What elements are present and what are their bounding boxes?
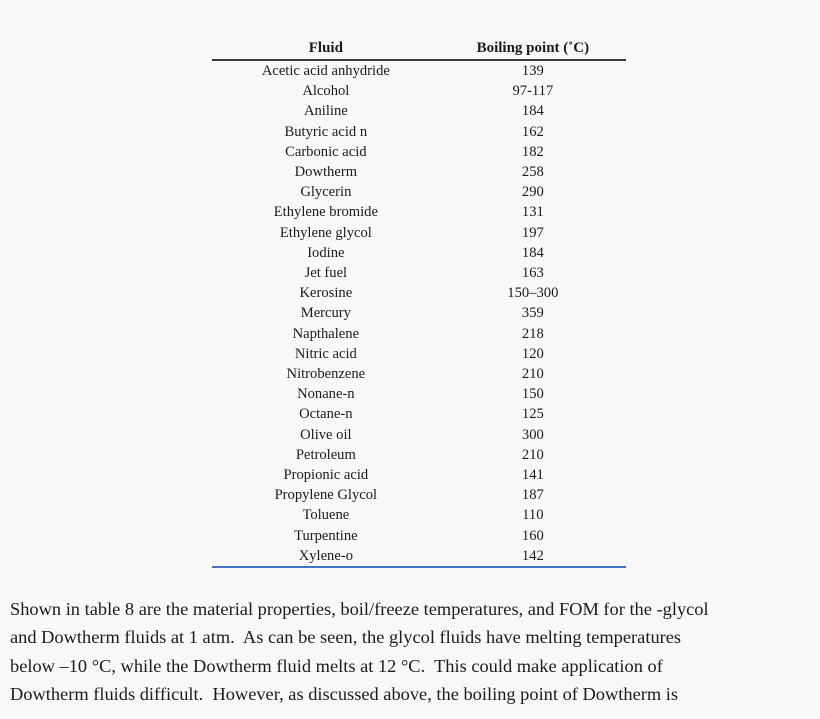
table-row [212,303,626,323]
boiling-point-cell: 160 [521,527,544,544]
fluid-cell: Napthalene [292,325,360,342]
table-row [212,546,626,567]
table-row [212,364,626,384]
fluid-cell: Kerosine [299,285,353,302]
paragraph-line: below –10 °C, while the Dowtherm fluid melts at 12 °C. This could make application of [10,655,663,676]
fluid-cell: Toluene [302,507,350,524]
boiling-point-cell: 218 [521,325,544,342]
table-row [212,404,626,424]
boiling-point-table [212,40,626,568]
boiling-point-cell: 150 [521,386,544,403]
column-header-boiling-point: Boiling point (˚C) [440,40,626,60]
table-row [212,283,626,303]
boiling-point-cell: 359 [521,305,544,322]
fluid-cell: Ethylene bromide [273,204,378,221]
fluid-cell: Nonane-n [297,386,355,403]
table-row [212,263,626,283]
table-row [212,384,626,404]
boiling-point-cell: 258 [521,164,544,181]
boiling-point-cell: 97-117 [512,83,554,100]
boiling-point-cell: 110 [522,507,544,524]
fluid-cell: Glycerin [300,184,352,201]
boiling-point-cell: 125 [521,406,544,423]
table-body [212,60,626,567]
fluid-cell: Nitric acid [294,345,357,362]
fluid-cell: Octane-n [299,406,353,423]
boiling-point-cell: 142 [521,547,544,564]
body-paragraph [10,595,816,709]
boiling-point-cell: 150–300 [507,285,559,302]
fluid-cell: Turpentine [294,527,358,544]
column-header-fluid: Fluid [212,40,440,60]
paragraph-line: Shown in table 8 are the material properties, boil/freeze temperatures, and FOM for the -glycol [10,599,709,619]
boiling-point-cell: 120 [521,345,544,362]
fluid-cell: Ethylene glycol [279,224,372,241]
table-row [212,142,626,162]
table-row [212,60,626,81]
boiling-point-cell: 210 [521,446,544,463]
fluid-cell: Petroleum [295,446,356,463]
table-row [212,101,626,121]
boiling-point-cell: 290 [521,184,544,201]
fluid-cell: Alcohol [302,83,350,100]
table-row [212,202,626,222]
fluid-cell: Propylene Glycol [274,487,378,504]
table-row [212,505,626,525]
table-row [212,182,626,202]
table-row [212,485,626,505]
paragraph-line: Dowtherm fluids difficult. However, as discussed above, the boiling point of Dowtherm is [10,684,679,705]
boiling-point-cell: 141 [521,467,544,484]
table-header-row [212,40,626,60]
fluid-cell: Carbonic acid [285,143,367,160]
boiling-point-cell: 139 [521,63,544,79]
boiling-point-cell: 184 [521,103,544,120]
fluid-cell: Butyric acid n [284,123,368,140]
fluid-cell: Jet fuel [304,265,348,282]
table-row [212,526,626,546]
table-row [212,243,626,263]
boiling-point-cell: 162 [521,123,544,140]
fluid-cell: Nitrobenzene [286,366,366,383]
boiling-point-cell: 131 [521,204,544,221]
table-row [212,324,626,344]
table-row [212,81,626,101]
table-row [212,122,626,142]
boiling-point-cell: 182 [521,143,544,160]
fluid-cell: Iodine [307,244,345,261]
paragraph-line: and Dowtherm fluids at 1 atm. As can be seen, the glycol fluids have melting temperatures [10,627,682,648]
boiling-point-cell: 184 [521,244,544,261]
fluid-cell: Aniline [303,103,348,120]
boiling-point-cell: 300 [521,426,544,443]
fluid-cell: Propionic acid [283,467,369,484]
table-row [212,162,626,182]
boiling-point-cell: 163 [521,265,544,282]
boiling-point-cell: 210 [521,366,544,383]
table-row [212,344,626,364]
fluid-cell: Mercury [300,305,351,322]
table-row [212,445,626,465]
table-header [212,40,626,60]
table-row [212,223,626,243]
boiling-point-cell: 197 [521,224,544,241]
table-row [212,465,626,485]
fluid-cell: Xylene-o [298,547,353,564]
fluid-cell: Acetic acid anhydride [261,63,390,79]
boiling-point-cell: 187 [521,487,544,504]
fluid-cell: Olive oil [300,426,352,443]
table-row [212,425,626,445]
fluid-cell: Dowtherm [294,164,358,181]
